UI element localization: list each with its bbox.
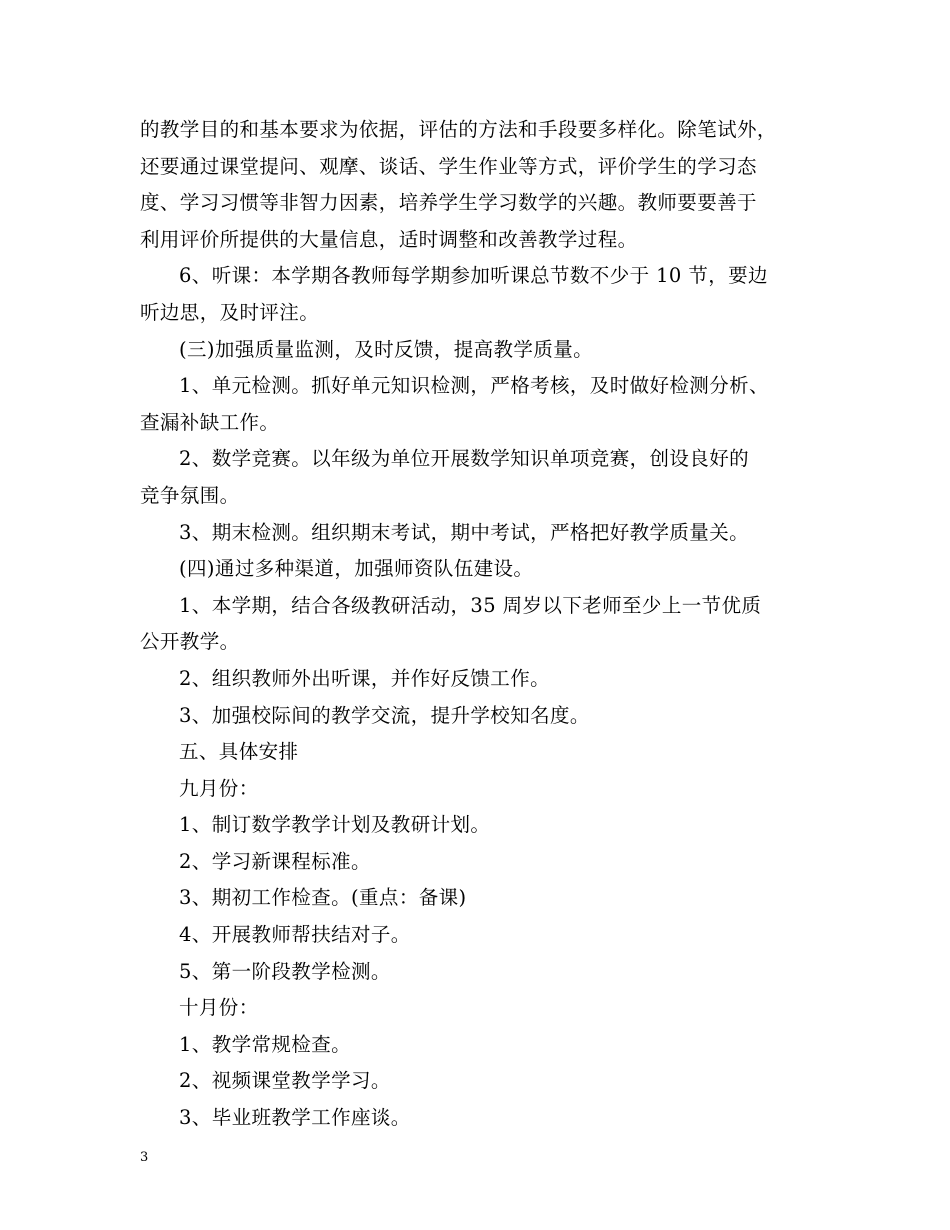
text-line: 十月份： (179, 996, 259, 1020)
text-line: 1、单元检测。抓好单元知识检测，严格考核，及时做好检测分析、 (179, 374, 769, 398)
text-line: (四)通过多种渠道，加强师资队伍建设。 (179, 557, 534, 581)
text-line: 的教学目的和基本要求为依据，评估的方法和手段要多样化。除笔试外， (140, 118, 777, 141)
text-line: 还要通过课堂提问、观摩、谈话、学生作业等方式，评价学生的学习态 (140, 154, 757, 178)
text-line: 公开教学。 (140, 630, 240, 654)
page-number: 3 (140, 1150, 149, 1165)
text-line: 利用评价所提供的大量信息，适时调整和改善教学过程。 (140, 227, 638, 251)
text-line: 五、具体安排 (179, 740, 299, 764)
text-line: 6、听课：本学期各教师每学期参加听课总节数不少于 10 节，要边 (179, 264, 768, 288)
text-line: 1、本学期，结合各级教研活动，35 周岁以下老师至少上一节优质 (179, 593, 762, 617)
text-line: 九月份： (179, 776, 259, 800)
text-line: 1、教学常规检查。 (179, 1032, 352, 1056)
text-line: 5、第一阶段教学检测。 (179, 959, 391, 983)
text-line: 2、数学竞赛。以年级为单位开展数学知识单项竞赛，创设良好的 (179, 447, 750, 471)
text-line: 听边思，及时评注。 (140, 300, 320, 324)
text-line: 1、制订数学教学计划及教研计划。 (179, 813, 491, 837)
text-line: 竞争氛围。 (140, 483, 240, 507)
text-line: 3、期初工作检查。(重点：备课) (179, 886, 467, 910)
text-line: 2、学习新课程标准。 (179, 849, 371, 873)
text-line: 3、加强校际间的教学交流，提升学校知名度。 (179, 703, 590, 727)
text-line: 3、毕业班教学工作座谈。 (179, 1106, 411, 1130)
text-line: 2、视频课堂教学学习。 (179, 1069, 391, 1093)
document-body (140, 112, 820, 1137)
text-line: 4、开展教师帮扶结对子。 (179, 923, 411, 947)
text-line: 3、期末检测。组织期末考试，期中考试，严格把好教学质量关。 (179, 520, 750, 544)
text-line: 2、组织教师外出听课，并作好反馈工作。 (179, 666, 551, 690)
text-line: (三)加强质量监测，及时反馈，提高教学质量。 (179, 337, 594, 361)
text-line: 查漏补缺工作。 (140, 410, 280, 434)
text-line: 度、学习习惯等非智力因素，培养学生学习数学的兴趣。教师要要善于 (140, 191, 757, 215)
